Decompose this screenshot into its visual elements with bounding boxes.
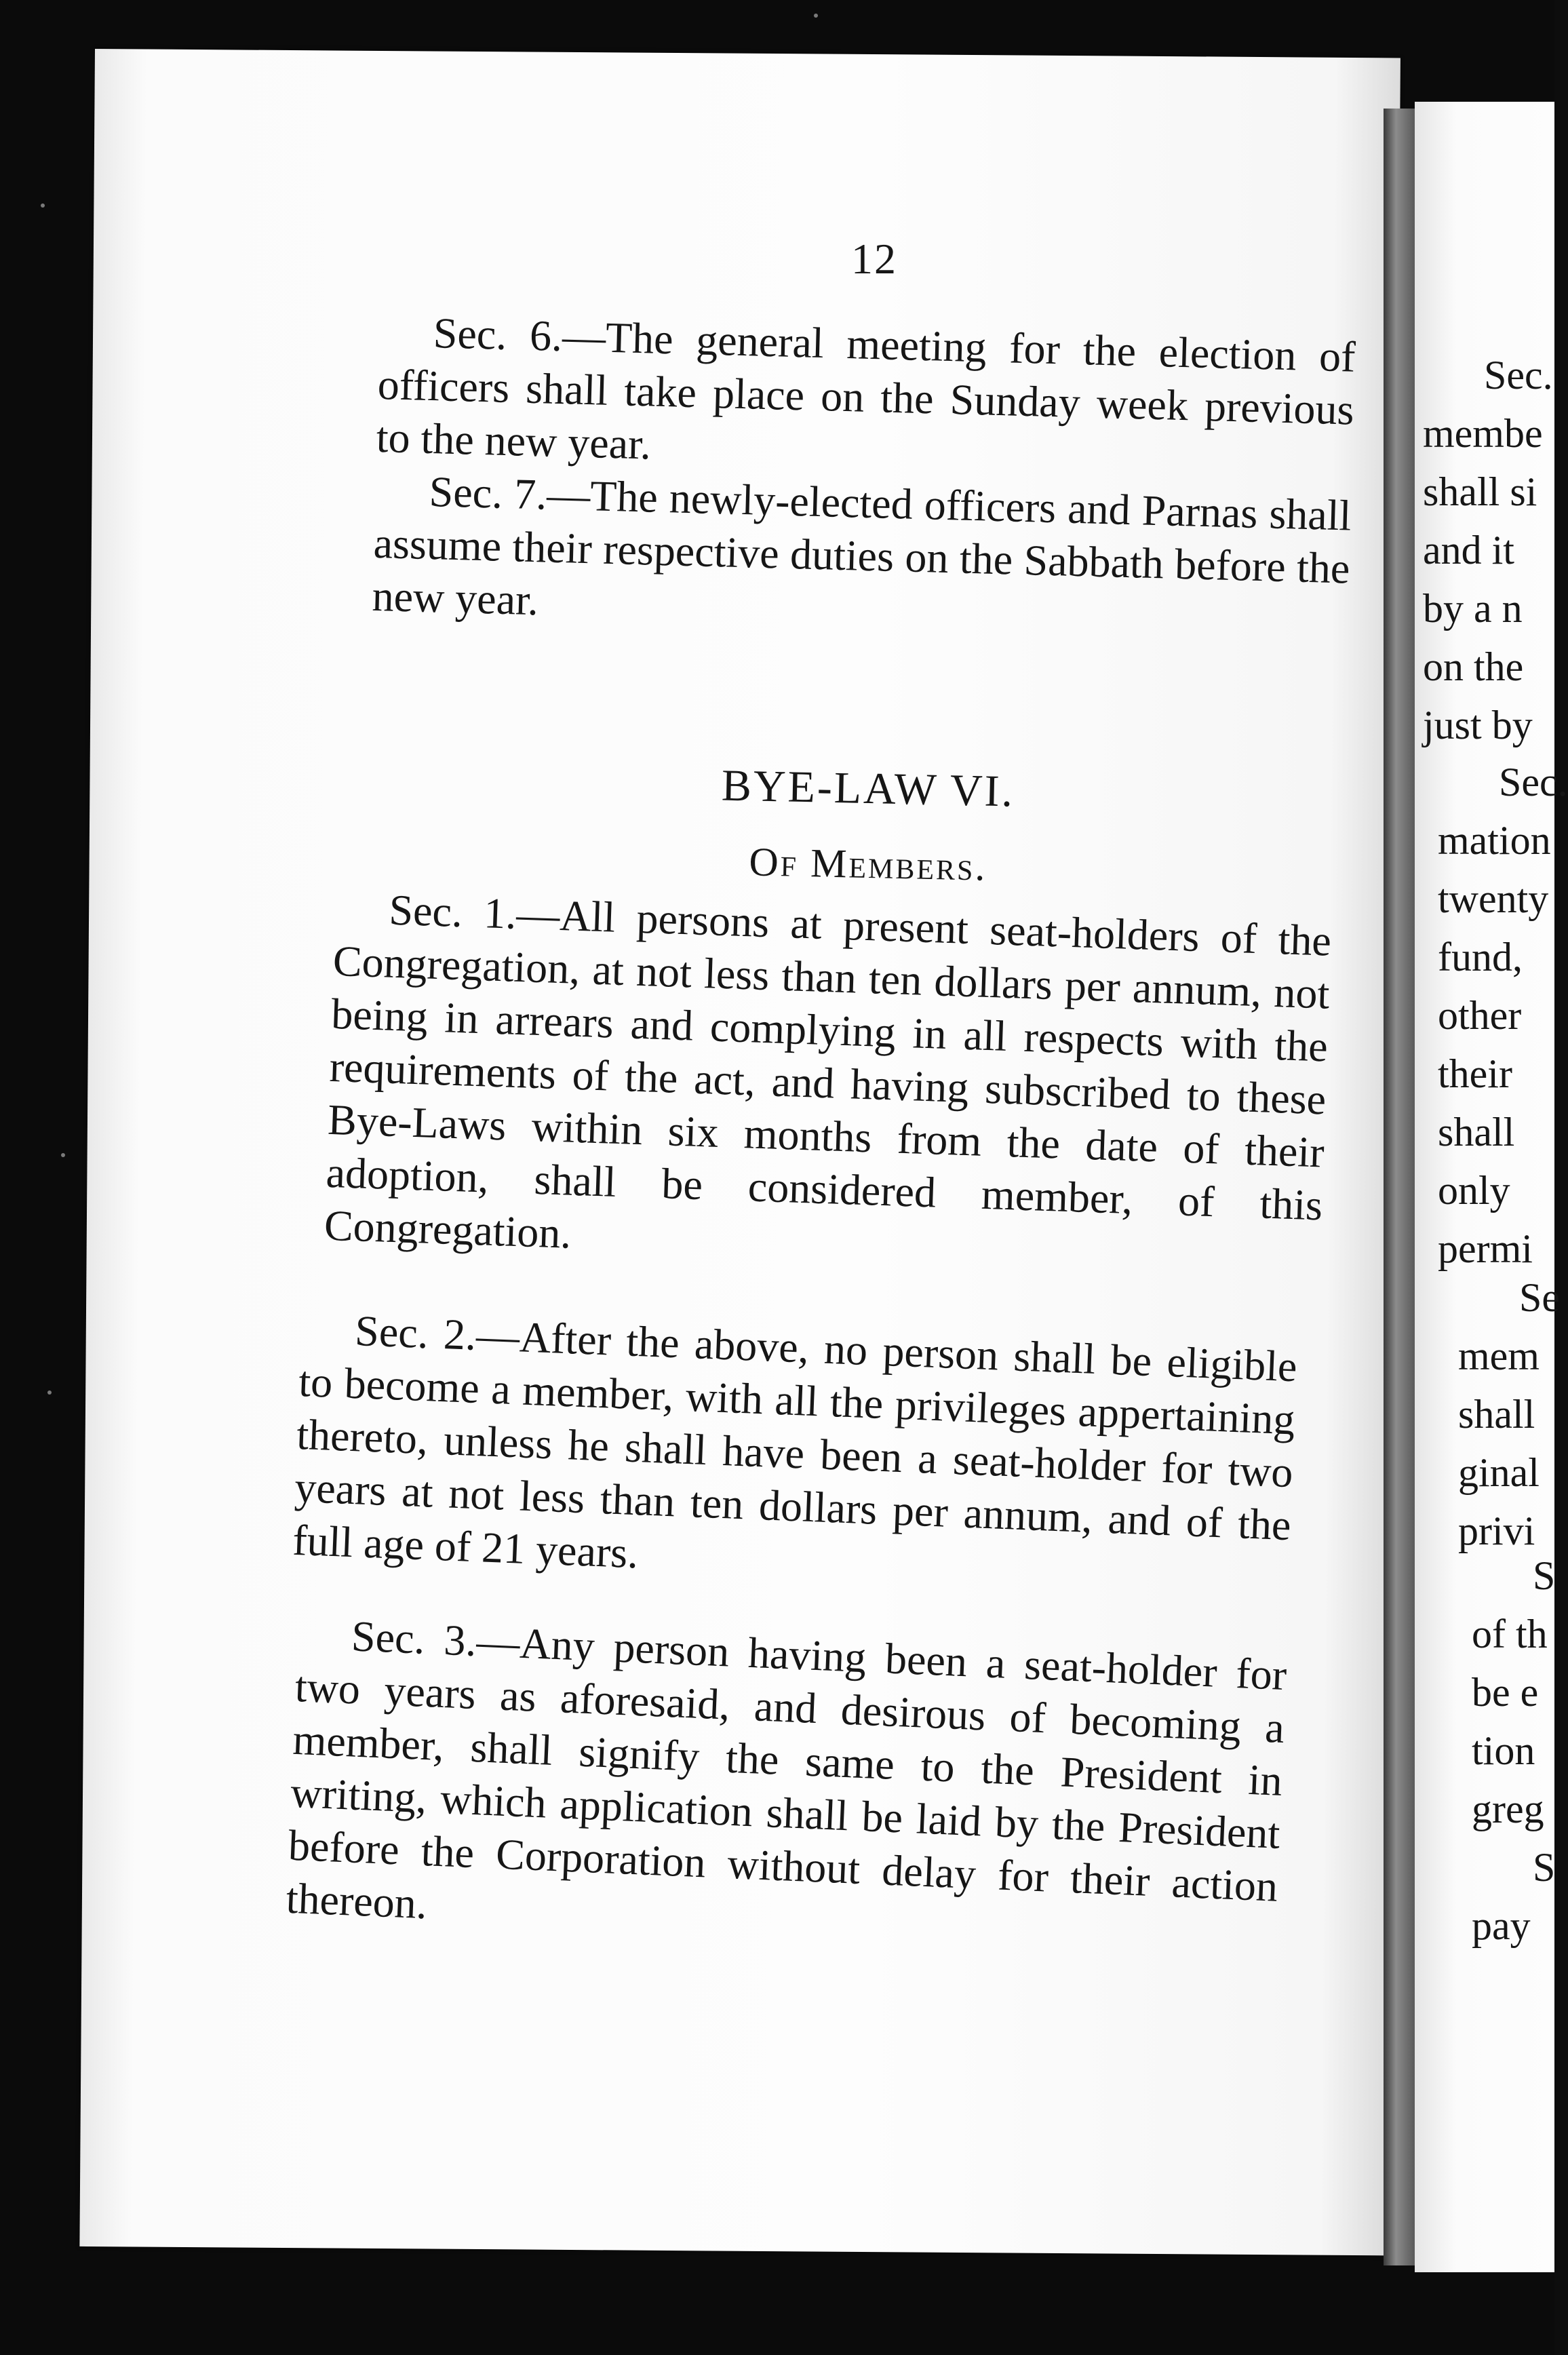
right-fragment-line: tion: [1472, 1728, 1535, 1773]
section-subheading: Of Members.: [748, 839, 988, 889]
right-fragment-line: shall si: [1423, 469, 1537, 514]
right-fragment-line: their: [1438, 1051, 1512, 1096]
dust-speck: [61, 1153, 65, 1157]
section-6-paragraph: Sec. 6.—The general meeting for the election of officers shall take place on the Sunday week previous to the new year.: [375, 309, 1356, 469]
right-fragment-line: only: [1438, 1168, 1510, 1213]
right-fragment-line: Se: [1519, 1275, 1560, 1320]
dust-speck: [814, 14, 818, 18]
bye-law-heading: BYE-LAW VI.: [721, 760, 1015, 817]
right-page-fragment-group-c: [1458, 1268, 1560, 1560]
right-fragment-line: permi: [1438, 1226, 1533, 1271]
right-fragment-line: ginal: [1458, 1450, 1540, 1495]
right-fragment-line: S: [1533, 1553, 1556, 1598]
right-page-fragment-group-d: [1472, 1546, 1555, 1955]
right-fragment-line: Sec.: [1499, 760, 1568, 804]
book-gutter: [1384, 109, 1415, 2265]
right-page-fragment-group-b: [1438, 753, 1568, 1278]
right-fragment-line: by a n: [1423, 586, 1523, 631]
bye-law-section-2: Sec. 2.—After the above, no person shall be eligible to become a member, with all the privileges appertaining thereto, unless he shall have been a seat-holder for two years at not less than ten dollars per annum, and of the full age of 21 years.: [292, 1306, 1298, 1578]
right-fragment-line: pay: [1472, 1903, 1531, 1948]
right-fragment-line: Sec.: [1484, 353, 1553, 397]
right-fragment-line: just by: [1423, 703, 1533, 747]
bye-law-section-3: Sec. 3.—Any person having been a seat-holder for two years as aforesaid, and desirous of becoming a member, shall signify the same to the President in writing, which application shall be laid by the President before the Corporation without delay for their action thereon.: [285, 1612, 1288, 1928]
bye-law-section-1: Sec. 1.—All persons at present seat-holders of the Congregation, at not less than ten dollars per annum, not being in arrears and complying in all respects with the requirements of the act, and having subscribed to these Bye-Laws within six months from the date of their adoption, shall be considered member, of this Congregation.: [324, 885, 1333, 1258]
bye-law-sec-3-block: [285, 1608, 1287, 1966]
right-fragment-line: on the: [1423, 644, 1524, 689]
right-fragment-line: and it: [1423, 528, 1514, 572]
dust-speck: [47, 1390, 52, 1395]
right-fragment-line: fund,: [1438, 935, 1523, 979]
right-fragment-line: shall: [1438, 1110, 1515, 1154]
right-fragment-line: membe: [1423, 411, 1543, 456]
bye-law-sec-2-block: [292, 1302, 1298, 1605]
top-sections: [372, 305, 1356, 648]
right-fragment-line: shall: [1458, 1392, 1535, 1437]
right-fragment-line: be e: [1472, 1670, 1539, 1715]
right-page-fragment-group-a: [1423, 346, 1553, 754]
right-fragment-line: other: [1438, 993, 1522, 1038]
right-fragment-line: privi: [1458, 1509, 1535, 1553]
right-fragment-line: S: [1533, 1845, 1556, 1890]
dust-speck: [41, 203, 45, 208]
page-number: 12: [851, 235, 897, 283]
bye-law-sec-1-block: [324, 882, 1332, 1285]
right-fragment-line: greg: [1472, 1787, 1544, 1831]
right-fragment-line: twenty: [1438, 876, 1549, 921]
right-fragment-line: mem: [1458, 1334, 1540, 1378]
right-fragment-line: of th: [1472, 1612, 1548, 1656]
right-fragment-line: mation: [1438, 818, 1551, 863]
section-7-paragraph: Sec. 7.—The newly-elected officers and Parnas shall assume their respective duties on the Sabbath before the new year.: [371, 467, 1352, 625]
